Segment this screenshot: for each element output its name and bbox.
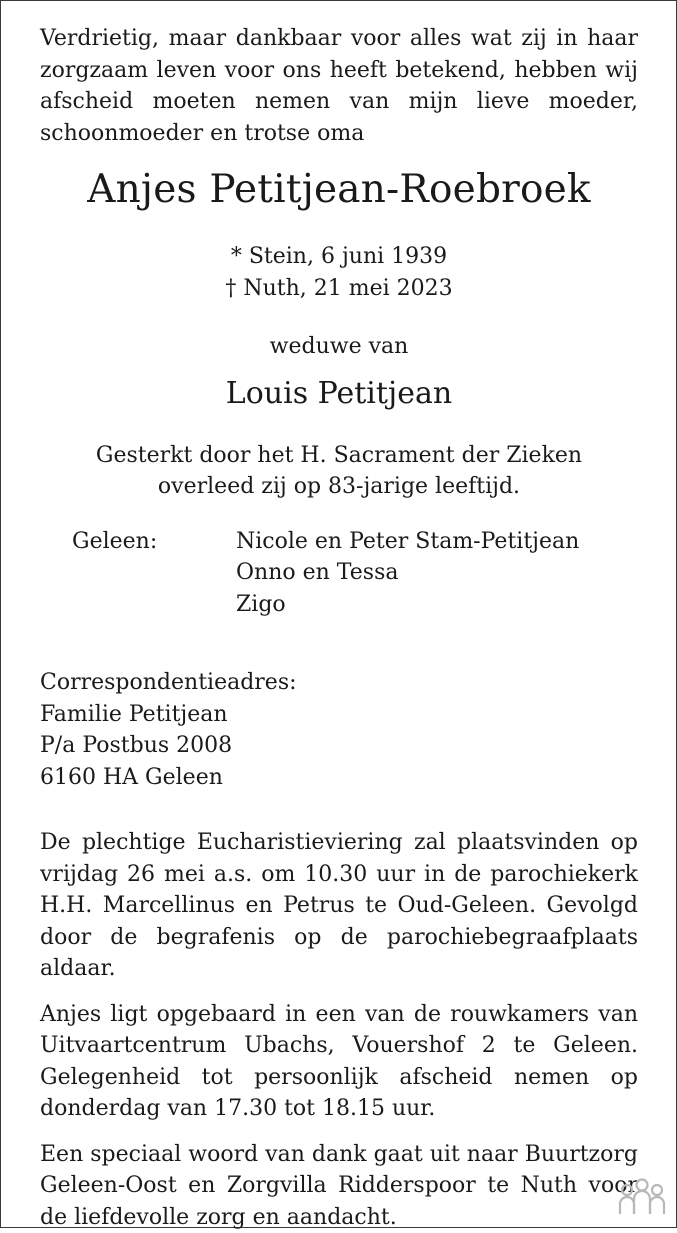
sacrament-text — [40, 440, 638, 503]
correspondence-label: Correspondentieadres: — [40, 667, 638, 699]
birth-line: * Stein, 6 juni 1939 — [40, 241, 638, 273]
wake-text: Anjes ligt opgebaard in een van de rouwkamers van Uitvaartcentrum Ubachs, Vouershof 2 te Geleen. Gelegenheid tot persoonlijk afscheid nemen op donderdag van 17.30 tot 18.15 uur. — [40, 999, 638, 1125]
address-line: 6160 HA Geleen — [40, 762, 638, 794]
spouse-name: Louis Petitjean — [40, 375, 638, 413]
deceased-name: Anjes Petitjean-Roebroek — [40, 167, 638, 213]
family-members — [236, 526, 579, 621]
family-member: Onno en Tessa — [236, 557, 579, 589]
family-place: Geleen: — [72, 526, 236, 621]
sacrament-line-1: Gesterkt door het H. Sacrament der Zieken — [40, 440, 638, 472]
address-line: Familie Petitjean — [40, 699, 638, 731]
sacrament-line-2: overleed zij op 83-jarige leeftijd. — [40, 471, 638, 503]
thanks-text: Een speciaal woord van dank gaat uit naar Buurtzorg Geleen-Oost en Zorgvilla Ridderspoor te Nuth voor de liefdevolle zorg en aandacht. — [40, 1139, 638, 1233]
correspondence-address — [40, 667, 638, 793]
family-member: Zigo — [236, 589, 579, 621]
intro-text: Verdrietig, maar dankbaar voor alles wat zij in haar zorgzaam leven voor ons heeft betekend, hebben wij afscheid moeten nemen van mijn lieve moeder, schoonmoeder en trotse oma — [40, 23, 638, 149]
service-text: De plechtige Eucharistieviering zal plaatsvinden op vrijdag 26 mei a.s. om 10.30 uur in de parochiekerk H.H. Marcellinus en Petrus te Oud-Geleen. Gevolgd door de begrafenis op de parochiebegraafplaats aldaar. — [40, 827, 638, 985]
widow-of-label: weduwe van — [40, 331, 638, 363]
family-block — [40, 526, 638, 621]
address-line: P/a Postbus 2008 — [40, 730, 638, 762]
death-line: † Nuth, 21 mei 2023 — [40, 273, 638, 305]
family-people-icon — [617, 1178, 667, 1218]
family-member: Nicole en Peter Stam-Petitjean — [236, 526, 579, 558]
life-dates — [40, 241, 638, 304]
